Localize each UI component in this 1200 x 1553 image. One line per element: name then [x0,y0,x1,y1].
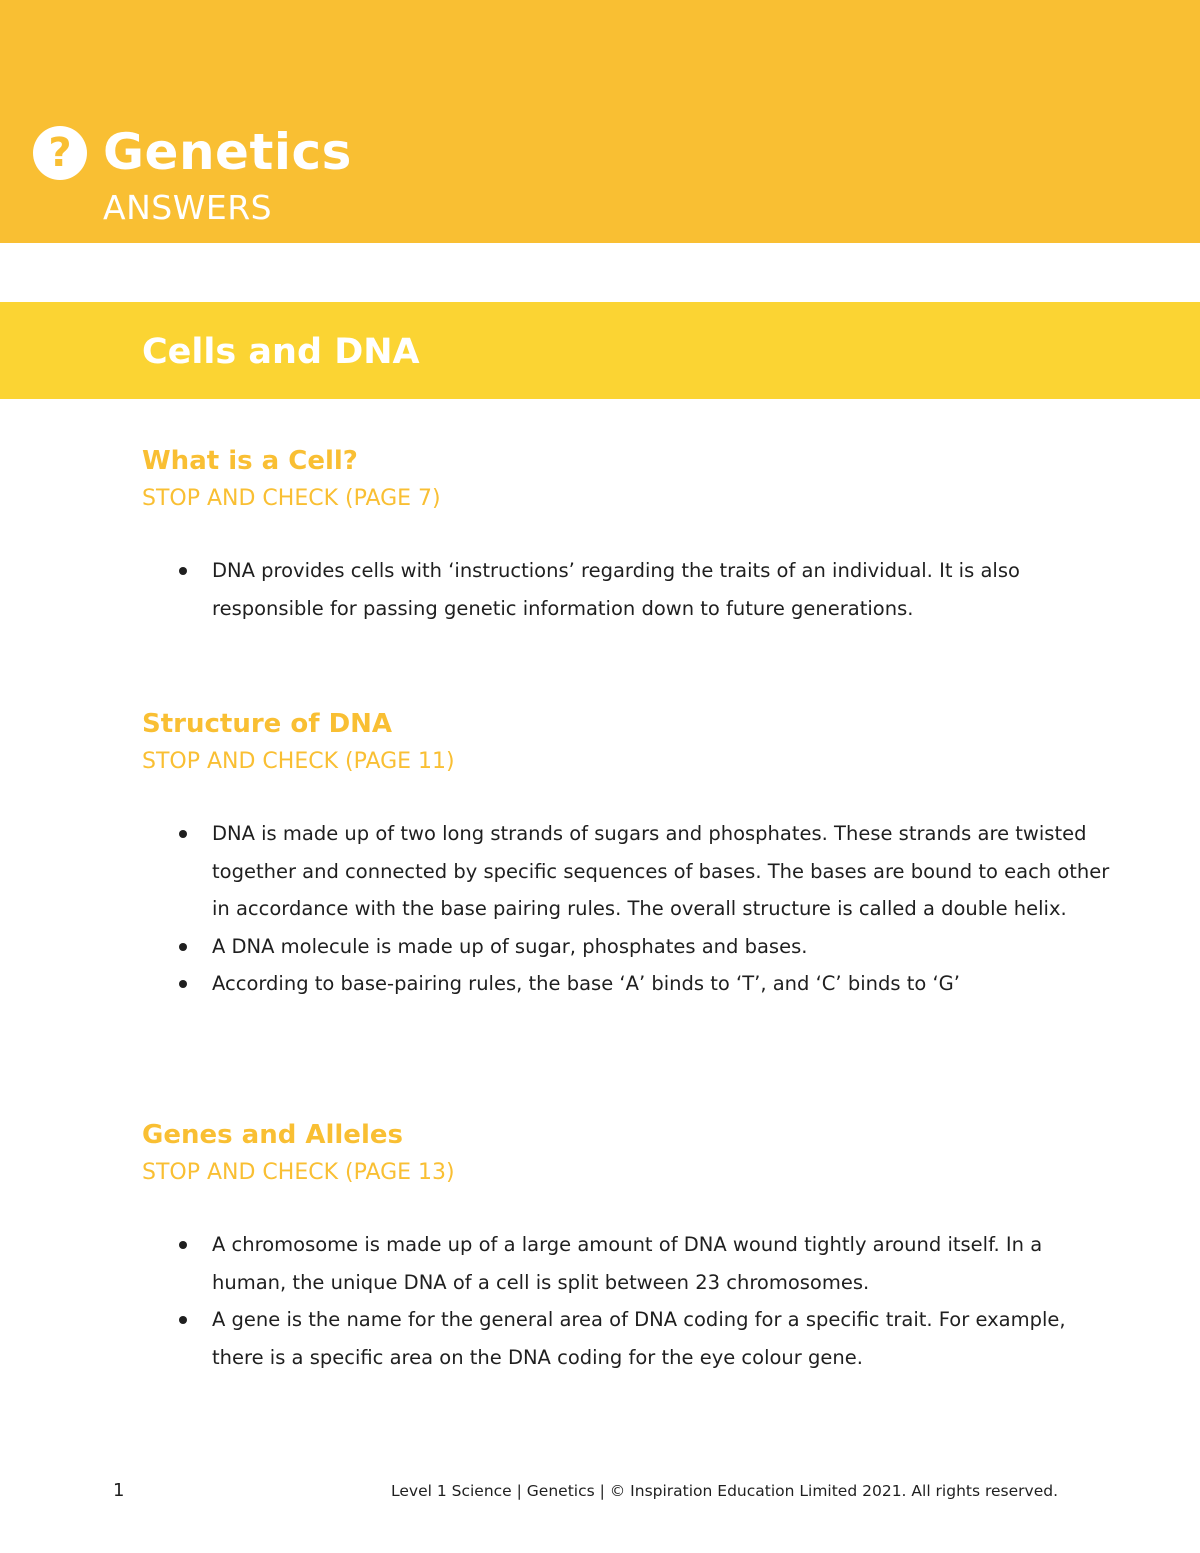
bullet-list [142,552,1102,627]
section-title: Cells and DNA [142,332,420,372]
bullet-text: A gene is the name for the general area of DNA coding for a specific trait. For example, there is a specific area on the DNA coding for the eye colour gene. [212,1308,1066,1369]
topic-heading: Genes and Alleles [142,1120,403,1150]
topic-subheading: STOP AND CHECK (PAGE 13) [142,1160,455,1185]
list-item [142,1301,1112,1376]
logo-glyph: ? [48,130,72,176]
bullet-icon [179,830,187,838]
bullet-text: DNA is made up of two long strands of sugars and phosphates. These strands are twisted together and connected by specific sequences of bases. The bases are bound to each other in accordance with the base pairing rules. The overall structure is called a double helix. [212,822,1110,920]
list-item [142,965,1112,1003]
topic-what-is-a-cell [142,444,1102,627]
topic-structure-of-dna [142,707,1110,1003]
list-item [142,815,1112,928]
document-subtitle: ANSWERS [103,188,273,227]
bullet-list [142,815,1110,1003]
bullet-icon [179,943,187,951]
page-number: 1 [113,1480,125,1501]
topic-subheading: STOP AND CHECK (PAGE 7) [142,486,441,511]
bullet-list [142,1226,1102,1376]
topic-heading: What is a Cell? [142,446,358,476]
question-mark-icon [33,126,87,180]
bullet-icon [179,980,187,988]
bullet-icon [179,1241,187,1249]
bullet-text: A chromosome is made up of a large amount of DNA wound tightly around itself. In a human, the unique DNA of a cell is split between 23 chromosomes. [212,1233,1043,1294]
bullet-text: According to base-pairing rules, the base ‘A’ binds to ‘T’, and ‘C’ binds to ‘G’ [212,972,960,995]
topic-heading: Structure of DNA [142,709,393,739]
list-item [142,552,1112,627]
bullet-text: DNA provides cells with ‘instructions’ regarding the traits of an individual. It is also responsible for passing genetic information down to future generations. [212,559,1020,620]
bullet-text: A DNA molecule is made up of sugar, phosphates and bases. [212,934,808,958]
list-item [142,1226,1112,1301]
topic-subheading: STOP AND CHECK (PAGE 11) [142,749,455,774]
list-item [142,928,1112,966]
bullet-icon [179,1316,187,1324]
topic-genes-and-alleles [142,1118,1102,1376]
bullet-icon [179,567,187,575]
document-title: Genetics [103,123,352,181]
footer-copyright: Level 1 Science | Genetics | © Inspiration Education Limited 2021. All rights reserved. [391,1482,1058,1500]
